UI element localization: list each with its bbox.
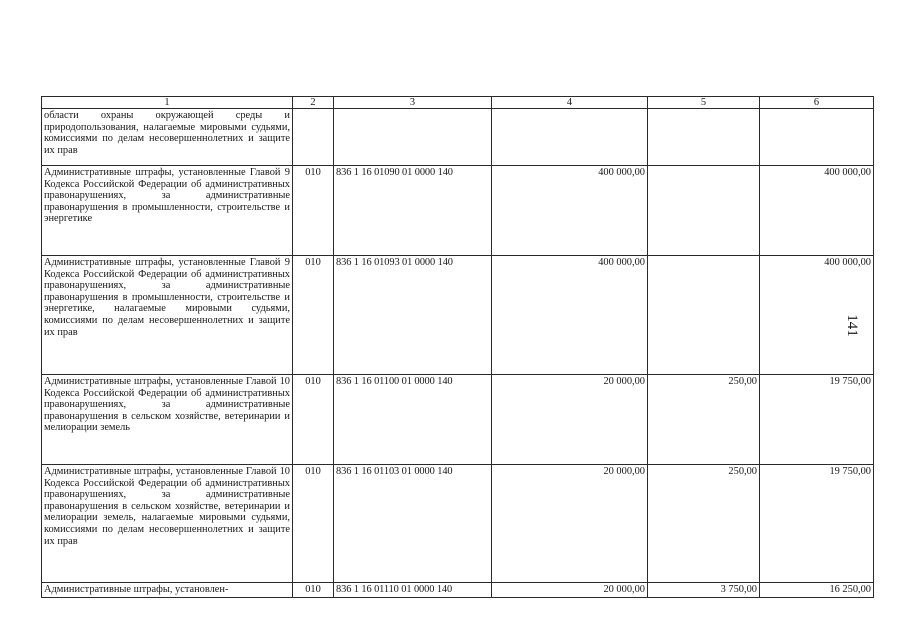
row-amount-col5 xyxy=(648,256,760,375)
table-row xyxy=(42,375,874,465)
row-kbk xyxy=(334,109,492,166)
row-code: 010 xyxy=(293,166,334,256)
column-header: 3 xyxy=(334,97,492,109)
row-description: Административные штрафы, установленные Главой 9 Кодекса Российской Федерации об административных правонарушениях, за административные правонарушения в промышленности, строительстве и энергетике xyxy=(42,166,293,256)
row-kbk: 836 1 16 01110 01 0000 140 xyxy=(334,583,492,598)
column-header: 2 xyxy=(293,97,334,109)
table-row xyxy=(42,109,874,166)
row-amount-col6: 19 750,00 xyxy=(760,465,874,583)
column-header: 1 xyxy=(42,97,293,109)
row-amount-col6: 400 000,00 xyxy=(760,256,874,375)
row-amount-col4: 400 000,00 xyxy=(492,166,648,256)
page-number: 141 xyxy=(843,314,860,337)
row-description: Административные штрафы, установленные Главой 9 Кодекса Российской Федерации об административных правонарушениях, за административные правонарушения в промышленности, строительстве и энергетике, налагаемые мировыми судьями, комиссиями по делам несовершеннолетних и защите их прав xyxy=(42,256,293,375)
row-amount-col6: 19 750,00 xyxy=(760,375,874,465)
row-amount-col5 xyxy=(648,109,760,166)
row-amount-col5: 250,00 xyxy=(648,375,760,465)
table-row xyxy=(42,166,874,256)
row-description: Административные штрафы, установленные Главой 10 Кодекса Российской Федерации об административных правонарушениях, за административные правонарушения в сельском хозяйстве, ветеринарии и мелиорации земель, налагаемые мировыми судьями, комиссиями по делам несовершеннолетних и защите их прав xyxy=(42,465,293,583)
table-header-row xyxy=(42,97,874,109)
row-amount-col5: 3 750,00 xyxy=(648,583,760,598)
row-amount-col5 xyxy=(648,166,760,256)
row-description: Административные штрафы, установленные Главой 10 Кодекса Российской Федерации об административных правонарушениях, за административные правонарушения в сельском хозяйстве, ветеринарии и мелиорации земель xyxy=(42,375,293,465)
row-kbk: 836 1 16 01103 01 0000 140 xyxy=(334,465,492,583)
column-header: 6 xyxy=(760,97,874,109)
row-amount-col5: 250,00 xyxy=(648,465,760,583)
row-amount-col6: 16 250,00 xyxy=(760,583,874,598)
row-code: 010 xyxy=(293,256,334,375)
table-row xyxy=(42,465,874,583)
row-description: Административные штрафы, установлен- xyxy=(42,583,293,598)
row-code xyxy=(293,109,334,166)
row-amount-col4: 20 000,00 xyxy=(492,465,648,583)
row-code: 010 xyxy=(293,375,334,465)
report-table xyxy=(41,96,874,598)
column-header: 5 xyxy=(648,97,760,109)
table-row xyxy=(42,256,874,375)
row-amount-col6: 400 000,00 xyxy=(760,166,874,256)
row-description: области охраны окружающей среды и природопользования, налагаемые мировыми судьями, комиссиями по делам несовершеннолетних и защите их прав xyxy=(42,109,293,166)
column-header: 4 xyxy=(492,97,648,109)
row-code: 010 xyxy=(293,583,334,598)
row-kbk: 836 1 16 01090 01 0000 140 xyxy=(334,166,492,256)
row-amount-col4: 400 000,00 xyxy=(492,256,648,375)
row-kbk: 836 1 16 01093 01 0000 140 xyxy=(334,256,492,375)
row-amount-col6 xyxy=(760,109,874,166)
row-amount-col4: 20 000,00 xyxy=(492,375,648,465)
table-row xyxy=(42,583,874,598)
row-amount-col4 xyxy=(492,109,648,166)
row-code: 010 xyxy=(293,465,334,583)
row-amount-col4: 20 000,00 xyxy=(492,583,648,598)
row-kbk: 836 1 16 01100 01 0000 140 xyxy=(334,375,492,465)
